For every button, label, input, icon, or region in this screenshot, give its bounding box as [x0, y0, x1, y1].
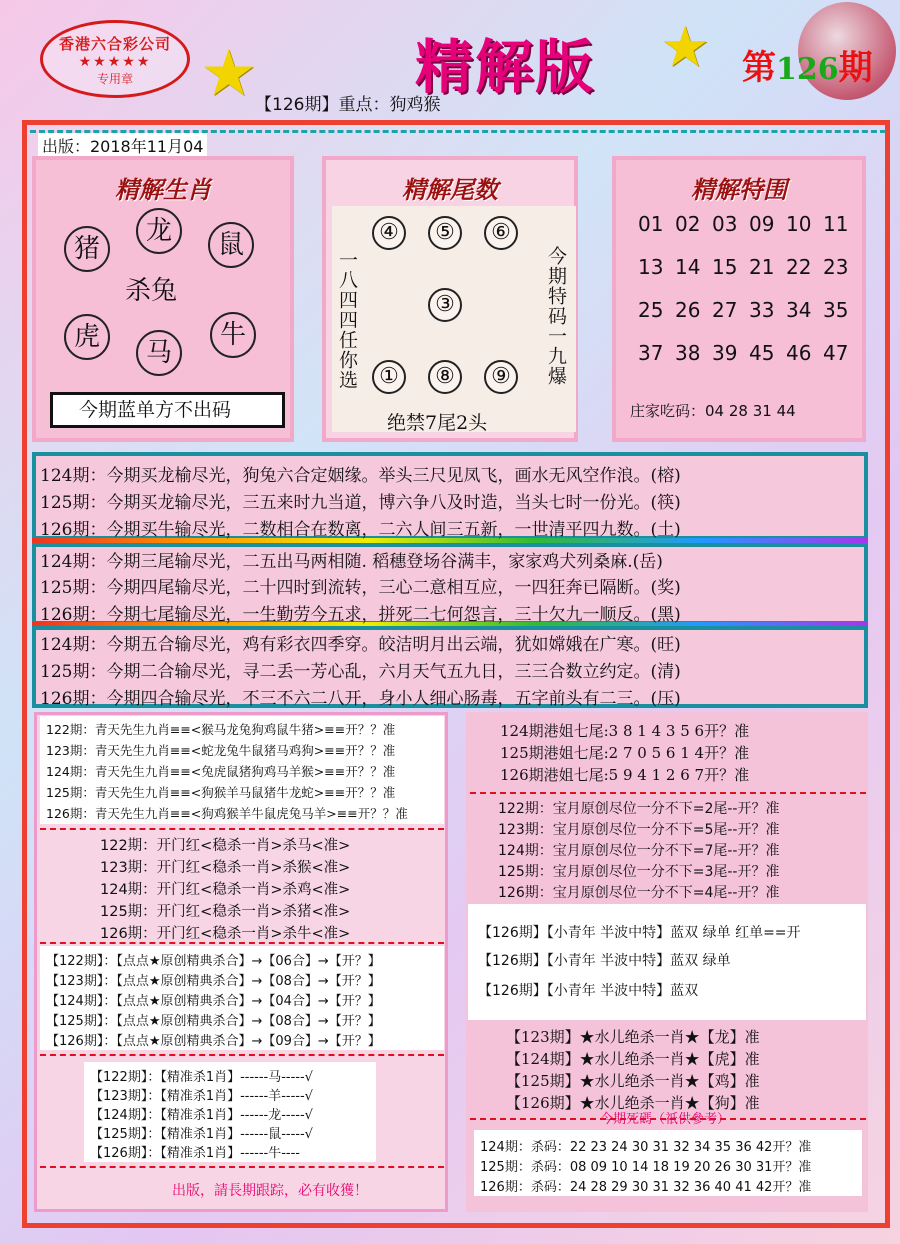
issue-suffix: 期 [838, 48, 873, 88]
poem-line: 125期：今期买龙输尽光，三五来时九当道，博六争八及时造，当头七时一份光。(筷) [40, 493, 681, 513]
treasure-line: 124期：宝月原创尽位一分不下=7尾--开？准 [498, 843, 780, 859]
precise-kill-line: 【125期】：【精准杀1肖】------鼠-----√ [90, 1127, 313, 1142]
treasure-line: 126期：宝月原创尽位一分不下=4尾--开？准 [498, 885, 780, 901]
panel-title: 精解生肖 [115, 175, 211, 204]
vertical-text-right: 今期特码一九爆 [545, 246, 567, 386]
special-number: 25 [638, 298, 664, 322]
nine-zodiac-line: 123期：青天先生九肖≡≡<蛇龙兔牛鼠猪马鸡狗>≡≡开？？准 [46, 743, 396, 758]
tail-number: ④ [372, 216, 406, 250]
company-seal [40, 20, 190, 98]
poem-line: 126期：今期四合输尽光，不三不六二八开，身小人细心肠毒，五字前头有二三。(压) [40, 689, 681, 709]
star-icon: ★ [200, 37, 258, 111]
special-number: 33 [749, 298, 775, 322]
water-kill-line: 【126期】★水儿绝杀一肖★【狗】准 [506, 1094, 760, 1112]
kill-combo-line: 【122期】：【点点★原创精典杀合】→【06合】→【开？】 [46, 954, 381, 969]
issue-badge [742, 40, 873, 89]
blue-note: 今期蓝单方不出码 [50, 392, 285, 428]
issue-number: 126 [776, 52, 839, 87]
panel-title: 精解尾数 [402, 175, 498, 204]
zodiac-circle: 龙 [136, 208, 182, 254]
zodiac-circle: 鼠 [208, 222, 254, 268]
youth-line: 【126期】【小青年 半波中特】蓝双 绿单 [478, 953, 731, 969]
youth-line: 【126期】【小青年 半波中特】蓝双 绿单 红单==开 [478, 925, 801, 941]
hk-tail-line: 124期港姐七尾:3 8 1 4 3 5 6开？准 [500, 722, 750, 740]
special-number: 10 [786, 212, 812, 236]
publish-date: 出版：2018年11月04 [38, 133, 207, 158]
special-number: 21 [749, 255, 775, 279]
water-kill-line: 【125期】★水儿绝杀一肖★【鸡】准 [506, 1072, 760, 1090]
precise-kill-line: 【122期】：【精准杀1肖】------马-----√ [90, 1070, 313, 1085]
door-red-line: 122期：开门红<稳杀一肖>杀马<准> [100, 838, 351, 854]
special-number: 02 [675, 212, 701, 236]
special-number: 27 [712, 298, 738, 322]
water-kill-line: 【124期】★水儿绝杀一肖★【虎】准 [506, 1050, 760, 1068]
slogan: 出版，請長期跟踪，必有收獲！ [172, 1183, 368, 1199]
precise-kill-line: 【123期】：【精准杀1肖】------羊-----√ [90, 1089, 313, 1104]
zodiac-circle: 牛 [210, 312, 256, 358]
special-number: 46 [786, 341, 812, 365]
seal-stars: ★★★★★ [78, 54, 152, 70]
special-number: 01 [638, 212, 664, 236]
poem-line: 126期：今期七尾输尽光，一生勤劳今五求，拼死二七何怨言，三十欠九一顺反。(黑) [40, 605, 681, 625]
special-number: 38 [675, 341, 701, 365]
zodiac-circle: 猪 [64, 226, 110, 272]
special-number: 15 [712, 255, 738, 279]
special-number: 37 [638, 341, 664, 365]
special-number: 26 [675, 298, 701, 322]
nine-zodiac-line: 122期：青天先生九肖≡≡<猴马龙兔狗鸡鼠牛猪>≡≡开？？准 [46, 722, 396, 737]
special-number: 39 [712, 341, 738, 365]
dead-code-line: 125期：杀码：08 09 10 14 18 19 20 26 30 31开？准 [480, 1160, 812, 1175]
water-kill-line: 【123期】★水儿绝杀一肖★【龙】准 [506, 1028, 760, 1046]
special-number: 09 [749, 212, 775, 236]
hk-tail-line: 126期港姐七尾:5 9 4 1 2 6 7开？准 [500, 766, 750, 784]
dead-code-line: 126期：杀码：24 28 29 30 31 32 36 40 41 42开？准 [480, 1180, 812, 1195]
tail-number: ① [372, 360, 406, 394]
youth-line: 【126期】【小青年 半波中特】蓝双 [478, 983, 699, 999]
star-icon: ★ [660, 15, 711, 80]
focus-line: 【126期】重点：狗鸡猴 [255, 95, 441, 115]
kill-combo-line: 【126期】：【点点★原创精典杀合】→【09合】→【开？】 [46, 1034, 381, 1049]
precise-kill-line: 【124期】：【精准杀1肖】------龙-----√ [90, 1108, 313, 1123]
banker-line: 庄家吃码：04 28 31 44 [630, 402, 796, 420]
special-number: 13 [638, 255, 664, 279]
treasure-line: 125期：宝月原创尽位一分不下=3尾--开？准 [498, 864, 780, 880]
nine-zodiac-line: 126期：青天先生九肖≡≡<狗鸡猴羊牛鼠虎兔马羊>≡≡开？？准 [46, 806, 408, 821]
special-number: 14 [675, 255, 701, 279]
poem-line: 126期：今期买牛输尽光，二数相合在数离，二六人间三五新，一世清平四九数。(土) [40, 520, 681, 540]
zodiac-circle: 马 [136, 330, 182, 376]
vertical-text-left: 一八四四任你选 [336, 250, 358, 390]
special-number: 34 [786, 298, 812, 322]
kill-zodiac: 杀兔 [125, 276, 178, 306]
dead-code-line: 124期：杀码：22 23 24 30 31 32 34 35 36 42开？准 [480, 1140, 812, 1155]
divider [40, 828, 444, 830]
tail-number: ⑧ [428, 360, 462, 394]
special-number: 35 [823, 298, 849, 322]
treasure-line: 123期：宝月原创尽位一分不下=5尾--开？准 [498, 822, 780, 838]
seal-bottom-text: 专用章 [96, 72, 133, 86]
poem-line: 124期：今期五合输尽光，鸡有彩衣四季穿。皎洁明月出云端，犹如嫦娥在广寒。(旺) [40, 635, 681, 655]
poem-line: 125期：今期二合输尽光，寻二丢一芳心乱，六月天气五九日，三三合数立约定。(清) [40, 662, 681, 682]
special-number: 23 [823, 255, 849, 279]
treasure-line: 122期：宝月原创尽位一分不下=2尾--开？准 [498, 801, 780, 817]
divider [40, 1166, 444, 1168]
door-red-line: 126期：开门红<稳杀一肖>杀牛<准> [100, 926, 351, 942]
special-number: 45 [749, 341, 775, 365]
special-number: 47 [823, 341, 849, 365]
kill-combo-line: 【124期】：【点点★原创精典杀合】→【04合】→【开？】 [46, 994, 381, 1009]
tail-number: ⑥ [484, 216, 518, 250]
special-number: 03 [712, 212, 738, 236]
divider [470, 792, 866, 794]
zodiac-circle: 虎 [64, 314, 110, 360]
issue-prefix: 第 [742, 48, 776, 88]
dead-code-title: 今期死碼（祇供參考） [600, 1112, 731, 1127]
special-number: 11 [823, 212, 849, 236]
panel-title: 精解特围 [691, 175, 787, 204]
door-red-line: 123期：开门红<稳杀一肖>杀猴<准> [100, 860, 351, 876]
seal-top-text: 香港六合彩公司 [58, 35, 171, 53]
special-number: 22 [786, 255, 812, 279]
divider [40, 942, 444, 944]
precise-kill-line: 【126期】：【精准杀1肖】------牛---- [90, 1146, 300, 1161]
poem-line: 124期：今期买龙榆尽光，狗兔六合定姻缘。举头三尺见凤飞，画水无风空作浪。(榕) [40, 466, 681, 486]
kill-combo-line: 【125期】：【点点★原创精典杀合】→【08合】→【开？】 [46, 1014, 381, 1029]
poem-line: 124期：今期三尾输尽光，二五出马两相随. 稻穗登场谷满丰，家家鸡犬列桑麻.(岳) [40, 552, 663, 572]
door-red-line: 125期：开门红<稳杀一肖>杀猪<准> [100, 904, 351, 920]
door-red-line: 124期：开门红<稳杀一肖>杀鸡<准> [100, 882, 351, 898]
page-title: 精解版 [415, 33, 596, 101]
nine-zodiac-line: 124期：青天先生九肖≡≡<兔虎鼠猪狗鸡马羊猴>≡≡开？？准 [46, 764, 396, 779]
tail-number: ③ [428, 288, 462, 322]
nine-zodiac-line: 125期：青天先生九肖≡≡<狗猴羊马鼠猪牛龙蛇>≡≡开？？准 [46, 785, 396, 800]
kill-combo-line: 【123期】：【点点★原创精典杀合】→【08合】→【开？】 [46, 974, 381, 989]
tail-number: ⑤ [428, 216, 462, 250]
poem-line: 125期：今期四尾输尽光，二十四时到流转，三心二意相互应，一四狂奔已隔断。(奖) [40, 578, 681, 598]
ban-note: 绝禁7尾2头 [387, 412, 488, 434]
divider [40, 1054, 444, 1056]
hk-tail-line: 125期港姐七尾:2 7 0 5 6 1 4开？准 [500, 744, 750, 762]
tail-number: ⑨ [484, 360, 518, 394]
